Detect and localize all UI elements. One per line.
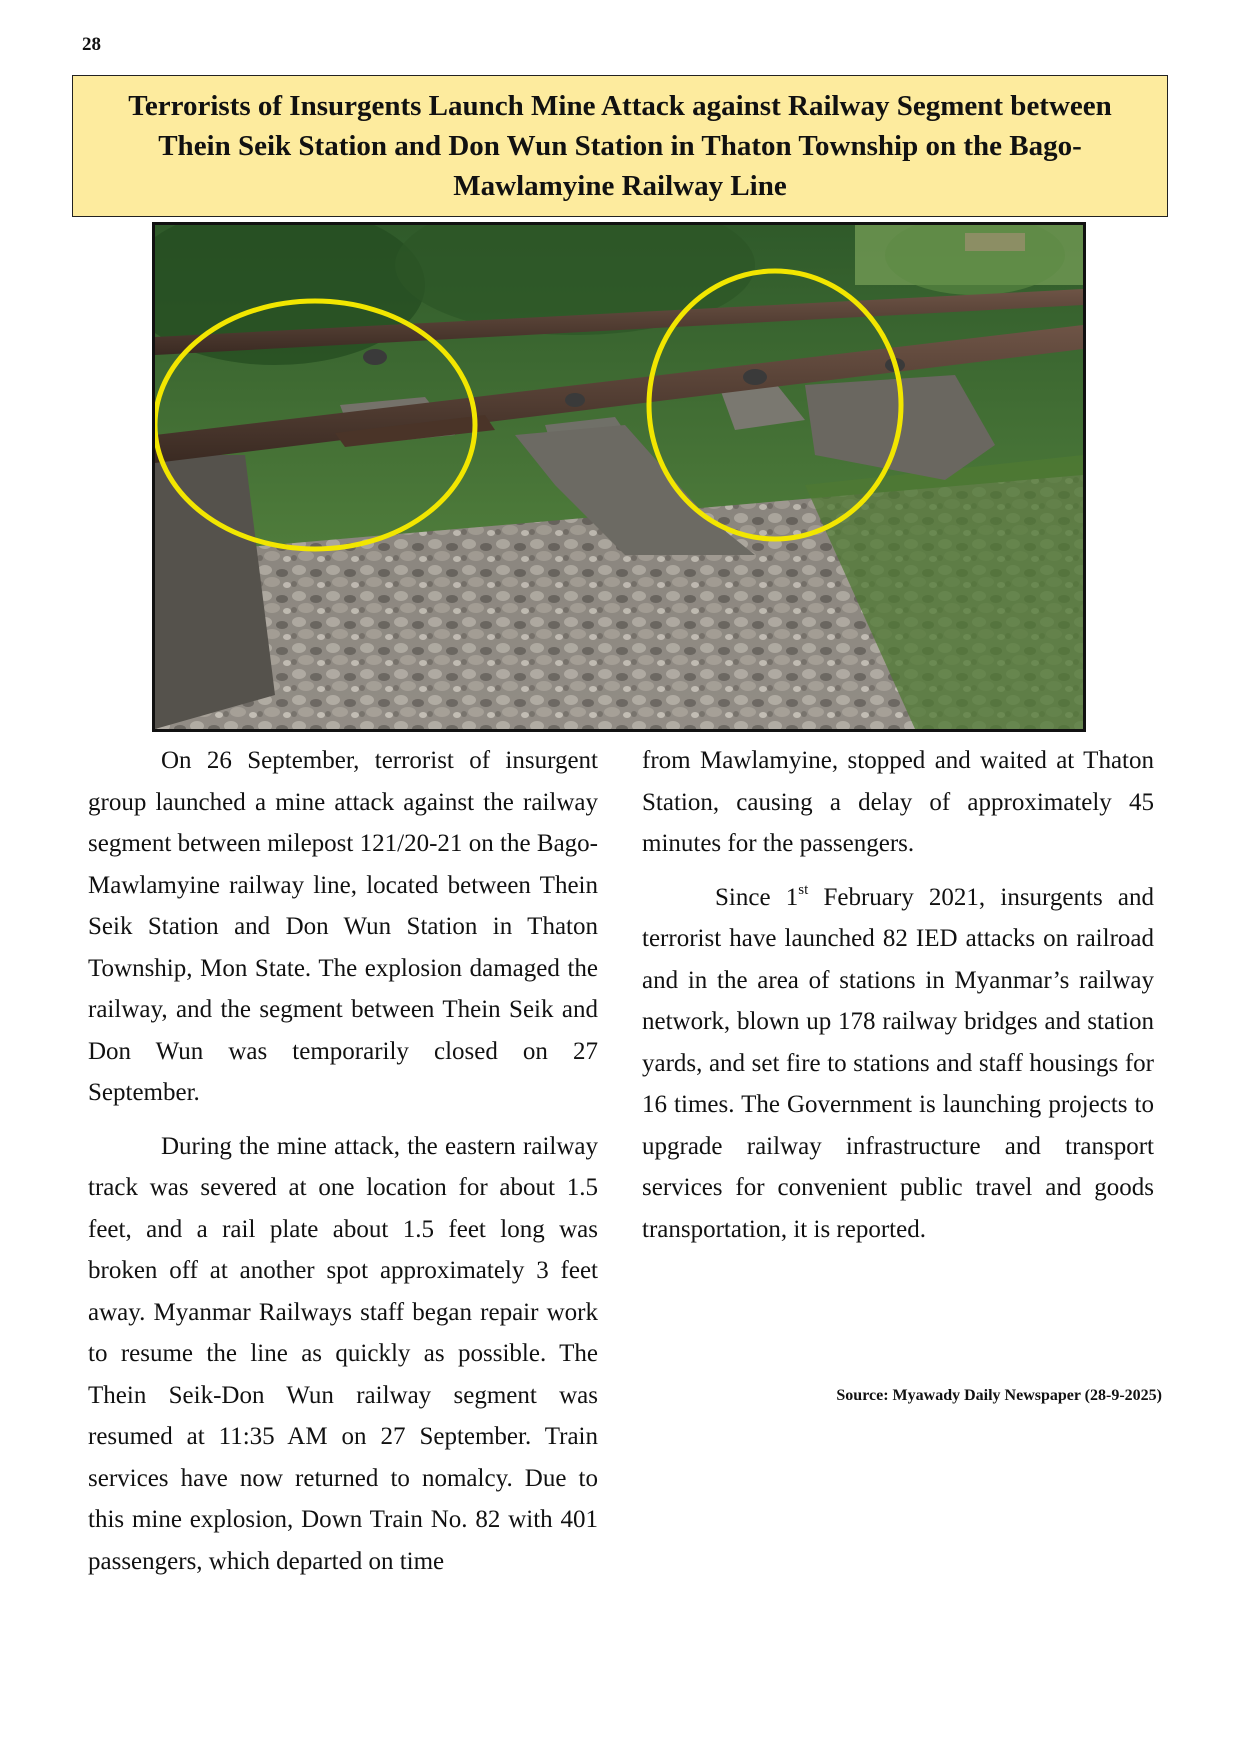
damaged-railway-photo	[152, 222, 1086, 732]
article-paragraph	[642, 877, 1154, 1251]
headline-box	[72, 75, 1168, 217]
railway-photo-illustration	[155, 225, 1083, 729]
article-paragraph: On 26 September, terrorist of insurgent group launched a mine attack against the railway segment between milepost 121/20-21 on the Bago-Mawlamyine railway line, located between Thein Seik Station and Don Wun Station in Thaton Township, Mon State. The explosion damaged the railway, and the segment between Thein Seik and Don Wun was temporarily closed on 27 September.	[88, 747, 598, 1106]
article-column-left	[88, 740, 598, 1594]
source-citation: Source: Myawady Daily Newspaper (28-9-2025)	[836, 1387, 1162, 1404]
headline: Terrorists of Insurgents Launch Mine Attack against Railway Segment between Thein Seik Station and Don Wun Station in Thaton Township on the Bago-Mawlamyine Railway Line	[128, 90, 1112, 202]
article-paragraph: from Mawlamyine, stopped and waited at Thaton Station, causing a delay of approximately 45 minutes for the passengers.	[642, 747, 1154, 857]
ordinal-superscript: st	[798, 881, 809, 898]
page-number: 28	[82, 34, 101, 55]
article-column-right	[642, 740, 1154, 1262]
paragraph-text: February 2021, insurgents and terrorist have launched 82 IED attacks on railroad and in the area of stations in Myanmar’s railway network, blown up 178 railway bridges and station yards, and set fire to stations and staff housings for 16 times. The Government is launching projects to upgrade railway infrastructure and transport services for convenient public travel and goods transportation, it is reported.	[642, 883, 1154, 1243]
paragraph-text: Since 1	[715, 883, 799, 911]
article-paragraph: During the mine attack, the eastern railway track was severed at one location for about 1.5 feet, and a rail plate about 1.5 feet long was broken off at another spot approximately 3 feet away. Myanmar Railways staff began repair work to resume the line as quickly as possible. The Thein Seik-Don Wun railway segment was resumed at 11:35 AM on 27 September. Train services have now returned to nomalcy. Due to this mine explosion, Down Train No. 82 with 401 passengers, which departed on time	[88, 1132, 598, 1575]
